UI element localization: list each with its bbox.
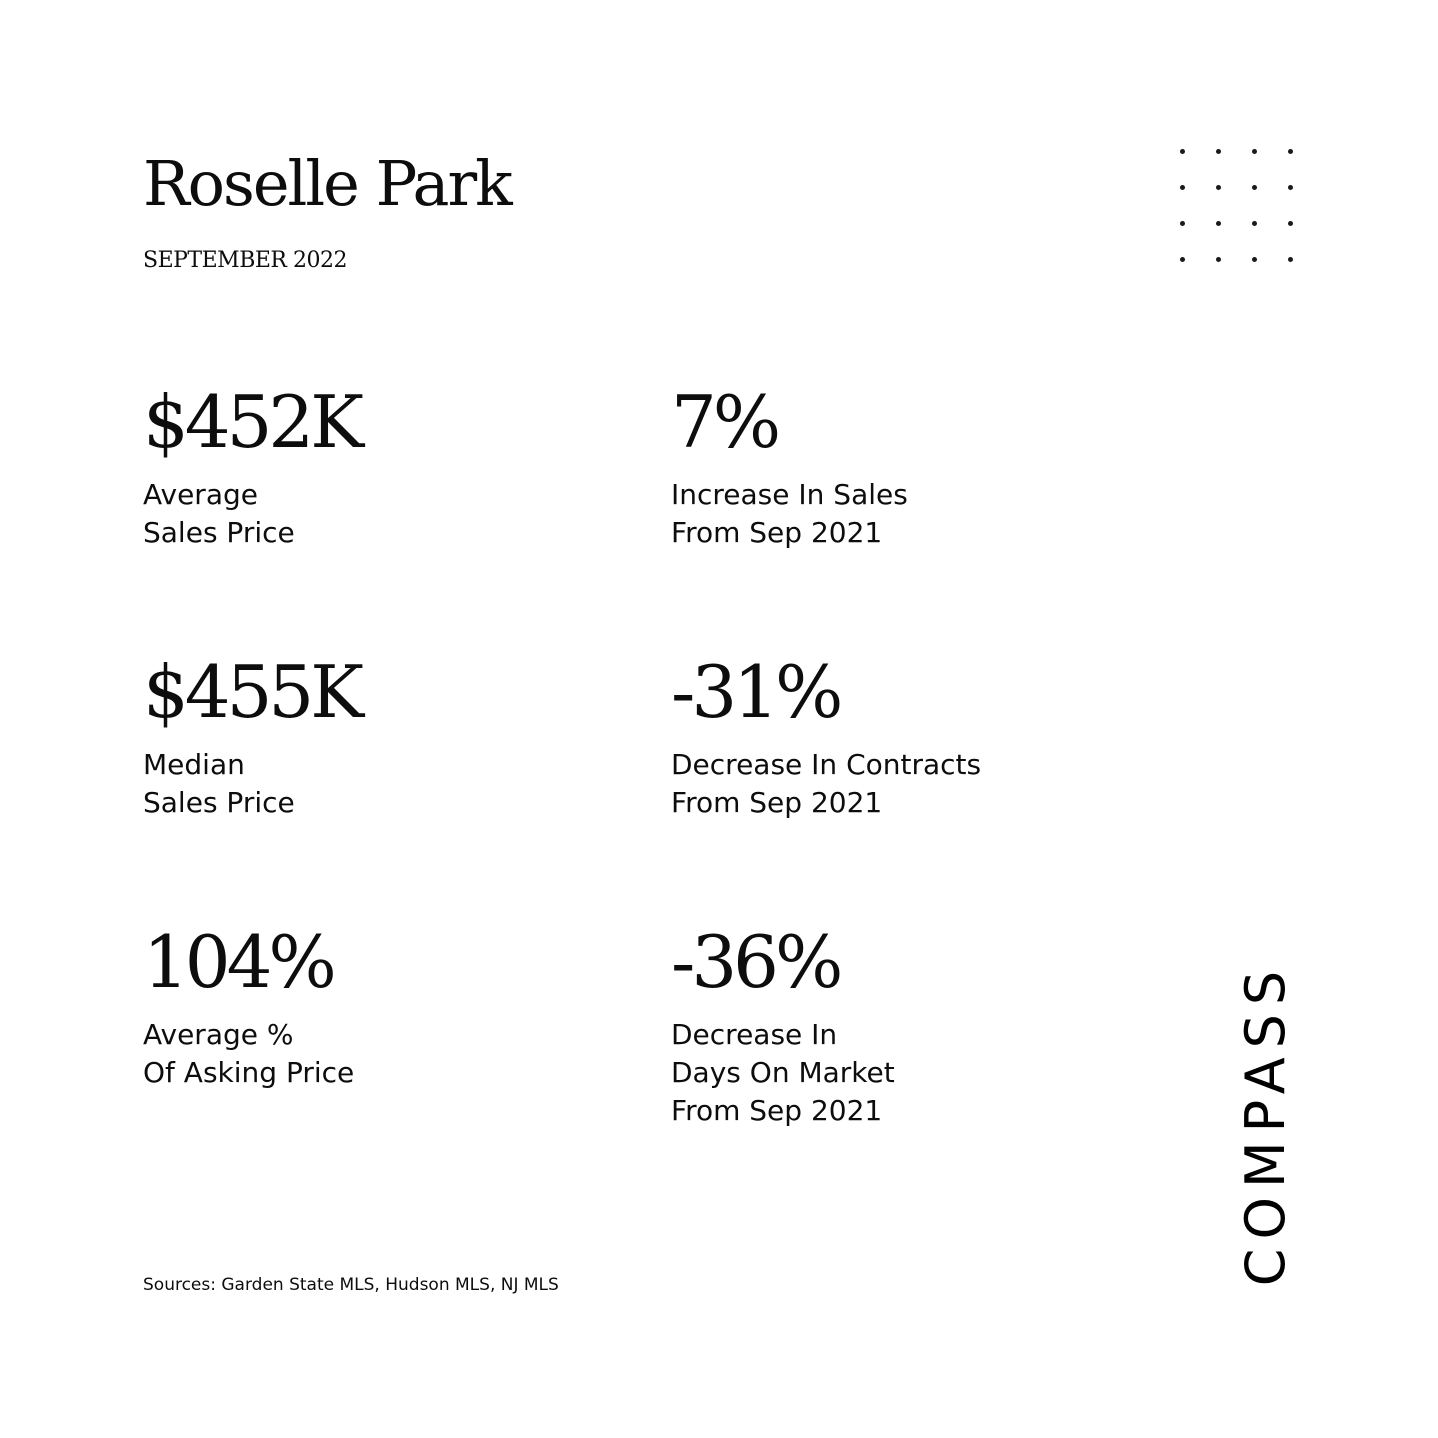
dot: [1180, 185, 1185, 190]
dot: [1216, 221, 1221, 226]
stat-value: 7%: [671, 380, 778, 464]
dot: [1288, 221, 1293, 226]
stat-decrease-in-contracts: [671, 650, 1141, 822]
stat-label-line: Median: [143, 748, 245, 781]
stat-value: $452K: [143, 380, 361, 464]
stat-value: -31%: [671, 650, 840, 734]
stat-label-line: Decrease In Contracts: [671, 748, 982, 781]
report-month: SEPTEMBER 2022: [143, 248, 347, 273]
dot: [1216, 257, 1221, 262]
logo-wordmark: COMPASS: [1234, 961, 1297, 1287]
stat-label: [671, 746, 1141, 822]
dot: [1180, 149, 1185, 154]
sources-footnote: Sources: Garden State MLS, Hudson MLS, NJ MLS: [143, 1275, 559, 1295]
dot: [1252, 149, 1257, 154]
compass-logo: [1234, 956, 1297, 1292]
dot: [1180, 257, 1185, 262]
stat-label: [671, 1016, 1141, 1130]
stat-label-line: Days On Market: [671, 1056, 895, 1089]
stat-percent-of-asking-price: [143, 920, 613, 1092]
stat-label-line: From Sep 2021: [671, 516, 883, 549]
stat-decrease-in-days-on-market: [671, 920, 1141, 1130]
page-title: Roselle Park: [143, 147, 511, 220]
dot-grid-decoration: [1176, 145, 1298, 267]
stat-value: $455K: [143, 650, 361, 734]
dot: [1252, 257, 1257, 262]
stat-label-line: Sales Price: [143, 786, 295, 819]
stat-value: -36%: [671, 920, 840, 1004]
stat-label-line: Decrease In: [671, 1018, 838, 1051]
dot: [1288, 149, 1293, 154]
stat-average-sales-price: [143, 380, 613, 552]
dot: [1252, 221, 1257, 226]
dot: [1288, 257, 1293, 262]
stat-label: [143, 746, 613, 822]
dot: [1216, 185, 1221, 190]
stat-label-line: From Sep 2021: [671, 1094, 883, 1127]
stat-label: [143, 476, 613, 552]
stat-label-line: From Sep 2021: [671, 786, 883, 819]
stat-label-line: Average %: [143, 1018, 294, 1051]
dot: [1180, 221, 1185, 226]
stat-label: [671, 476, 1141, 552]
stat-increase-in-sales: [671, 380, 1141, 552]
stat-label-line: Average: [143, 478, 258, 511]
stat-median-sales-price: [143, 650, 613, 822]
stat-label-line: Sales Price: [143, 516, 295, 549]
dot: [1216, 149, 1221, 154]
stat-label: [143, 1016, 613, 1092]
stat-value: 104%: [143, 920, 333, 1004]
stat-label-line: Of Asking Price: [143, 1056, 355, 1089]
stat-label-line: Increase In Sales: [671, 478, 908, 511]
dot: [1288, 185, 1293, 190]
dot: [1252, 185, 1257, 190]
